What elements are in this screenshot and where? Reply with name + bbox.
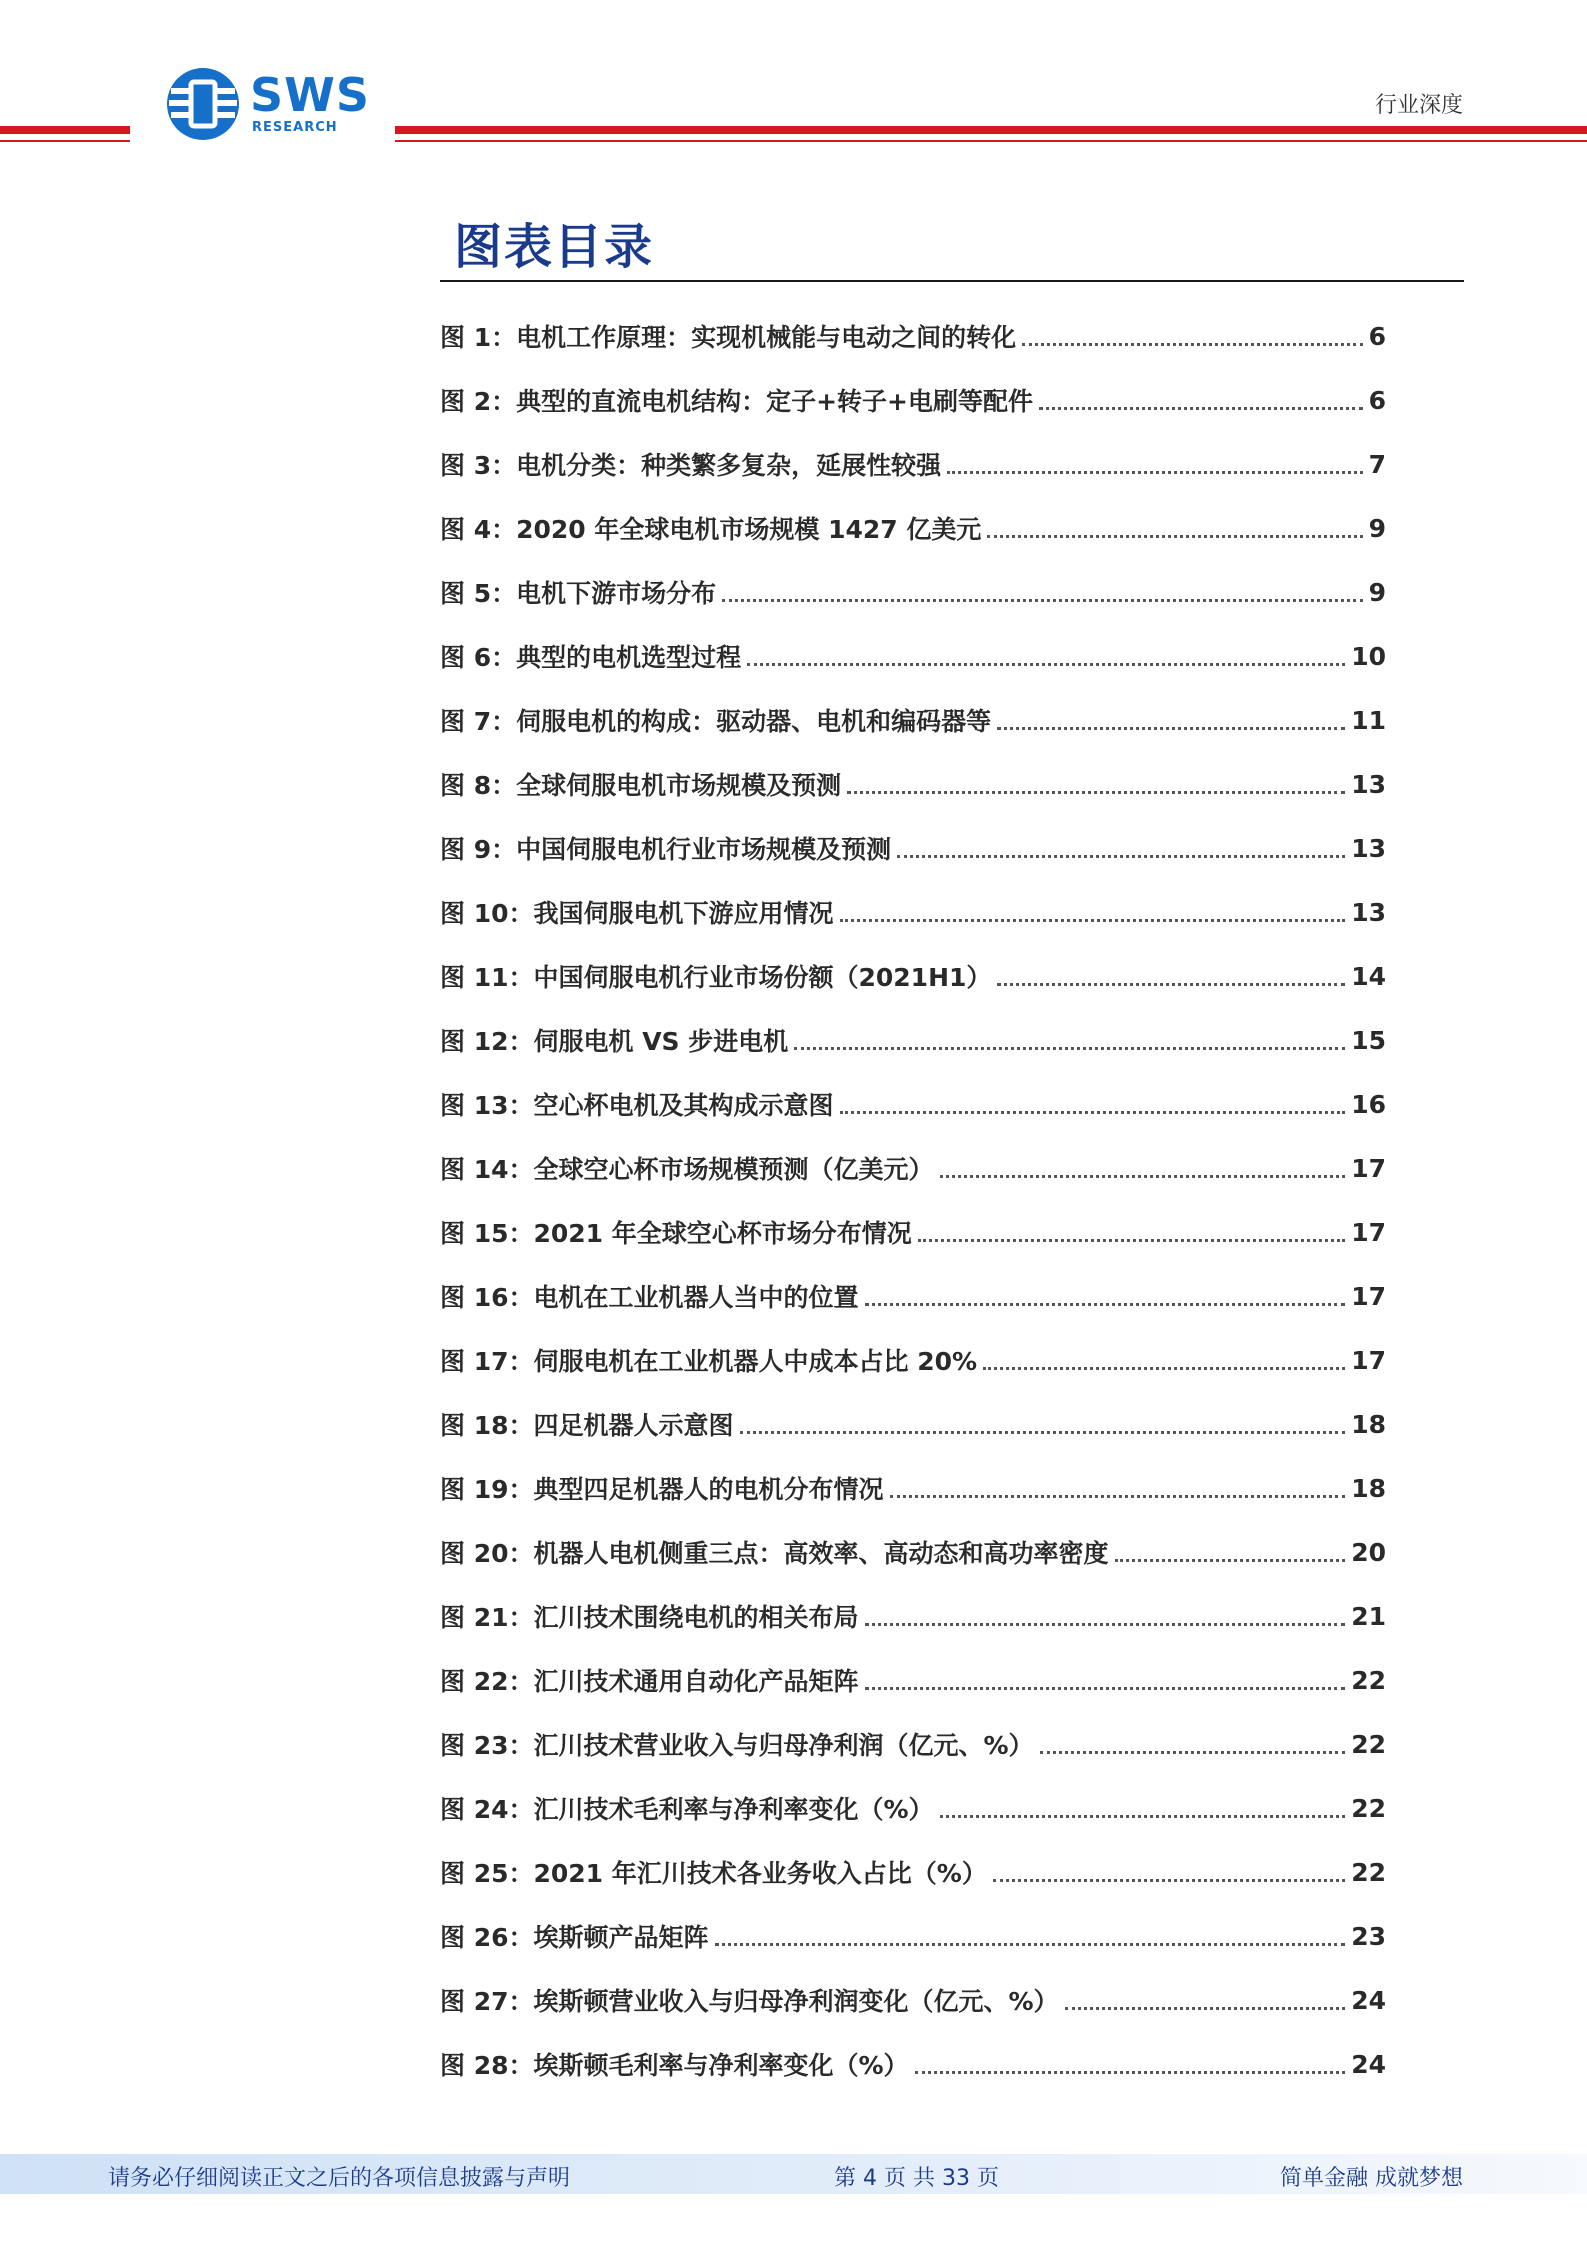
toc-entry-label: 图 4：2020 年全球电机市场规模 1427 亿美元 (440, 515, 982, 544)
toc-entry-label: 图 3：电机分类：种类繁多复杂，延展性较强 (440, 451, 942, 480)
toc-leader-dots (997, 727, 1345, 730)
page-number: 第 4 页 共 33 页 (834, 2166, 999, 2191)
title-underline (440, 280, 1464, 282)
toc-leader-dots (715, 1943, 1346, 1946)
toc-entry[interactable] (440, 1904, 1386, 1968)
toc-entry-label: 图 20：机器人电机侧重三点：高效率、高动态和高功率密度 (440, 1539, 1109, 1568)
footer-disclaimer: 请务必仔细阅读正文之后的各项信息披露与声明 (108, 2166, 571, 2191)
toc-leader-dots (1115, 1559, 1346, 1562)
report-category: 行业深度 (1374, 93, 1463, 118)
toc-entry-page: 17 (1351, 1281, 1386, 1311)
toc-entry[interactable] (440, 368, 1386, 432)
toc-entry-page: 22 (1351, 1857, 1386, 1887)
toc-entry-page: 11 (1351, 705, 1386, 735)
toc-entry-page: 16 (1351, 1089, 1386, 1119)
company-logo (165, 66, 375, 146)
toc-entry[interactable] (440, 1776, 1386, 1840)
toc-leader-dots (840, 1111, 1346, 1114)
header-divider (0, 140, 130, 142)
toc-entry-label: 图 2：典型的直流电机结构：定子+转子+电刷等配件 (440, 387, 1033, 416)
toc-entry-label: 图 17：伺服电机在工业机器人中成本占比 20% (440, 1347, 978, 1376)
toc-entry[interactable] (440, 1456, 1386, 1520)
toc-entry[interactable] (440, 1520, 1386, 1584)
toc-entry-label: 图 24：汇川技术毛利率与净利率变化（%） (440, 1795, 934, 1824)
toc-leader-dots (840, 919, 1346, 922)
toc-leader-dots (940, 1175, 1346, 1178)
toc-entry-page: 10 (1351, 641, 1386, 671)
toc-entry-page: 9 (1368, 513, 1386, 543)
toc-entry-label: 图 5：电机下游市场分布 (440, 579, 717, 608)
toc-leader-dots (897, 855, 1345, 858)
toc-entry-page: 22 (1351, 1729, 1386, 1759)
toc-entry-page: 22 (1351, 1793, 1386, 1823)
toc-entry-page: 13 (1351, 897, 1386, 927)
toc-entry-label: 图 10：我国伺服电机下游应用情况 (440, 899, 834, 928)
toc-entry[interactable] (440, 2032, 1386, 2096)
toc-entry[interactable] (440, 432, 1386, 496)
toc-leader-dots (997, 983, 1345, 986)
toc-entry-label: 图 7：伺服电机的构成：驱动器、电机和编码器等 (440, 707, 992, 736)
toc-leader-dots (865, 1623, 1346, 1626)
toc-entry[interactable] (440, 1968, 1386, 2032)
toc-entry-page: 17 (1351, 1217, 1386, 1247)
toc-entry-page: 18 (1351, 1409, 1386, 1439)
toc-entry[interactable] (440, 304, 1386, 368)
toc-entry-page: 24 (1351, 2049, 1386, 2079)
toc-leader-dots (1039, 407, 1363, 410)
toc-entry-label: 图 11：中国伺服电机行业市场份额（2021H1） (440, 963, 992, 992)
toc-entry[interactable] (440, 1840, 1386, 1904)
toc-leader-dots (1022, 343, 1362, 346)
toc-entry-label: 图 21：汇川技术围绕电机的相关布局 (440, 1603, 859, 1632)
toc-leader-dots (993, 1879, 1345, 1882)
toc-entry-label: 图 9：中国伺服电机行业市场规模及预测 (440, 835, 892, 864)
logo-subtext: RESEARCH (252, 120, 338, 135)
toc-entry[interactable] (440, 1712, 1386, 1776)
toc-entry-page: 13 (1351, 769, 1386, 799)
toc-entry-label: 图 13：空心杯电机及其构成示意图 (440, 1091, 834, 1120)
toc-entry-label: 图 6：典型的电机选型过程 (440, 643, 742, 672)
toc-leader-dots (1065, 2007, 1346, 2010)
toc-entry[interactable] (440, 1264, 1386, 1328)
toc-entry-page: 24 (1351, 1985, 1386, 2015)
toc-entry-label: 图 14：全球空心杯市场规模预测（亿美元） (440, 1155, 934, 1184)
toc-entry-label: 图 27：埃斯顿营业收入与归母净利润变化（亿元、%） (440, 1987, 1059, 2016)
toc-leader-dots (940, 1815, 1346, 1818)
toc-entry-label: 图 22：汇川技术通用自动化产品矩阵 (440, 1667, 859, 1696)
toc-leader-dots (1040, 1751, 1346, 1754)
toc-leader-dots (847, 791, 1345, 794)
toc-entry-label: 图 26：埃斯顿产品矩阵 (440, 1923, 709, 1952)
header-divider (0, 126, 130, 134)
header-divider (395, 140, 1587, 142)
toc-entry-page: 6 (1368, 385, 1386, 415)
toc-entry-page: 22 (1351, 1665, 1386, 1695)
logo-text: SWS (250, 68, 370, 122)
toc-entry[interactable] (440, 1328, 1386, 1392)
toc-entry-page: 20 (1351, 1537, 1386, 1567)
toc-entry[interactable] (440, 1200, 1386, 1264)
toc-entry-page: 14 (1351, 961, 1386, 991)
toc-entry[interactable] (440, 1008, 1386, 1072)
toc-leader-dots (987, 535, 1362, 538)
toc-entry-label: 图 16：电机在工业机器人当中的位置 (440, 1283, 859, 1312)
toc-leader-dots (740, 1431, 1346, 1434)
toc-entry-page: 13 (1351, 833, 1386, 863)
page-title: 图表目录 (454, 219, 655, 275)
toc-entry[interactable] (440, 1136, 1386, 1200)
toc-entry[interactable] (440, 496, 1386, 560)
toc-leader-dots (794, 1047, 1345, 1050)
toc-entry-page: 6 (1368, 321, 1386, 351)
toc-entry[interactable] (440, 624, 1386, 688)
toc-entry-label: 图 15：2021 年全球空心杯市场分布情况 (440, 1219, 912, 1248)
toc-entry[interactable] (440, 880, 1386, 944)
toc-entry-page: 18 (1351, 1473, 1386, 1503)
toc-entry-page: 7 (1368, 449, 1386, 479)
toc-leader-dots (947, 471, 1362, 474)
toc-entry[interactable] (440, 1584, 1386, 1648)
toc-entry-page: 21 (1351, 1601, 1386, 1631)
toc-leader-dots (865, 1687, 1346, 1690)
toc-leader-dots (983, 1367, 1345, 1370)
toc-leader-dots (918, 1239, 1345, 1242)
toc-entry-label: 图 1：电机工作原理：实现机械能与电动之间的转化 (440, 323, 1017, 352)
toc-entry-page: 9 (1368, 577, 1386, 607)
figure-list (440, 304, 1386, 2096)
toc-entry-label: 图 23：汇川技术营业收入与归母净利润（亿元、%） (440, 1731, 1034, 1760)
toc-leader-dots (890, 1495, 1346, 1498)
toc-entry-label: 图 8：全球伺服电机市场规模及预测 (440, 771, 842, 800)
toc-entry-label: 图 18：四足机器人示意图 (440, 1411, 734, 1440)
toc-leader-dots (915, 2071, 1346, 2074)
toc-entry-page: 23 (1351, 1921, 1386, 1951)
toc-leader-dots (722, 599, 1362, 602)
toc-entry-label: 图 19：典型四足机器人的电机分布情况 (440, 1475, 884, 1504)
header-divider (395, 126, 1587, 134)
toc-entry-label: 图 28：埃斯顿毛利率与净利率变化（%） (440, 2051, 909, 2080)
toc-leader-dots (865, 1303, 1346, 1306)
toc-entry[interactable] (440, 688, 1386, 752)
toc-entry[interactable] (440, 816, 1386, 880)
logo-mark-icon (165, 66, 241, 142)
toc-entry-page: 17 (1351, 1153, 1386, 1183)
toc-leader-dots (747, 663, 1345, 666)
toc-entry[interactable] (440, 1392, 1386, 1456)
footer-slogan: 简单金融 成就梦想 (1280, 2166, 1463, 2191)
toc-entry[interactable] (440, 752, 1386, 816)
toc-entry[interactable] (440, 944, 1386, 1008)
toc-entry[interactable] (440, 1072, 1386, 1136)
toc-entry-page: 17 (1351, 1345, 1386, 1375)
toc-entry-label: 图 25：2021 年汇川技术各业务收入占比（%） (440, 1859, 987, 1888)
toc-entry[interactable] (440, 560, 1386, 624)
toc-entry-label: 图 12：伺服电机 VS 步进电机 (440, 1027, 789, 1056)
toc-entry[interactable] (440, 1648, 1386, 1712)
toc-entry-page: 15 (1351, 1025, 1386, 1055)
